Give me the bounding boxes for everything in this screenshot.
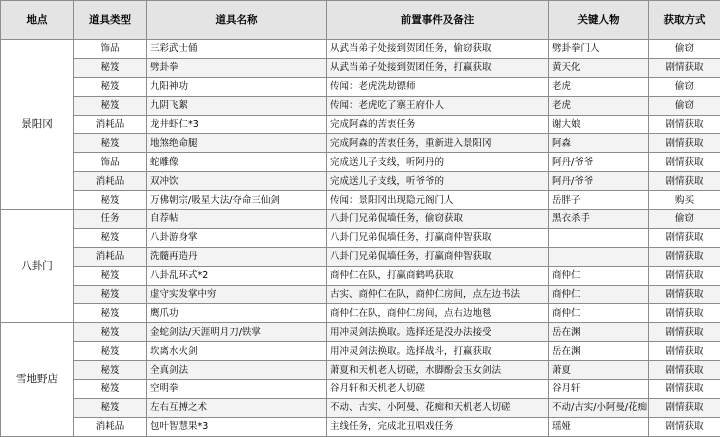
item-name-cell: 包叶智慧果*3 [147,417,327,436]
item-type-cell: 任务 [74,210,147,229]
table-row [1,134,720,153]
item-name-cell: 劈卦拳 [147,58,327,77]
key-person-cell [549,228,649,247]
item-type-cell: 秘笈 [74,134,147,153]
key-person-cell: 老虎 [549,77,649,96]
item-type-cell: 消耗品 [74,172,147,191]
item-type-cell: 消耗品 [74,417,147,436]
acquire-method-cell: 剧情获取 [649,285,720,304]
table-row [1,342,720,361]
prerequisite-cell: 八卦门兄弟侃墙任务，偷窃获取 [327,210,549,229]
table-row [1,77,720,96]
table-row [1,40,720,59]
table-row [1,323,720,342]
table-row [1,398,720,417]
header-item-type: 道具类型 [74,1,147,40]
acquire-method-cell: 剧情获取 [649,380,720,399]
acquire-method-cell: 剧情获取 [649,172,720,191]
prerequisite-cell: 完成阿森的苦衷任务 [327,115,549,134]
prerequisite-cell: 商仲仁在队，打赢商鹤鸣获取 [327,266,549,285]
header-location: 地点 [1,1,74,40]
key-person-cell: 萧夏 [549,361,649,380]
prerequisite-cell: 用冲灵剑法换取。选择还是没办法接受 [327,323,549,342]
key-person-cell: 阿丹/爷爷 [549,172,649,191]
item-name-cell: 双冲饮 [147,172,327,191]
prerequisite-cell: 传闻：景阳冈出现隐元阁门人 [327,191,549,210]
item-name-cell: 鹰爪功 [147,304,327,323]
item-name-cell: 空明拳 [147,380,327,399]
item-type-cell: 饰品 [74,40,147,59]
prerequisite-cell: 主线任务，完成北丑唱戏任务 [327,417,549,436]
key-person-cell: 岳在渊 [549,323,649,342]
prerequisite-cell: 传闻：老虎吃了寨王府仆人 [327,96,549,115]
table-row [1,172,720,191]
key-person-cell: 阿森 [549,134,649,153]
item-name-cell: 八卦乱环式*2 [147,266,327,285]
item-name-cell: 坎离水火剑 [147,342,327,361]
key-person-cell: 岳胖子 [549,191,649,210]
acquire-method-cell: 剧情获取 [649,247,720,266]
item-type-cell: 秘笈 [74,380,147,399]
prerequisite-cell: 完成送儿子支线，听爷爷的 [327,172,549,191]
item-type-cell: 秘笈 [74,342,147,361]
prerequisite-cell: 八卦门兄弟侃墙任务，打赢商仲智获取 [327,247,549,266]
prerequisite-cell: 不动、古实、小阿曼、花痴和天机老人切磋 [327,398,549,417]
item-name-cell: 地煞绝命腿 [147,134,327,153]
key-person-cell: 老虎 [549,96,649,115]
prerequisite-cell: 商仲仁在队，商仲仁房间，点右边地毯 [327,304,549,323]
acquire-method-cell: 剧情获取 [649,58,720,77]
item-name-cell: 八卦游身掌 [147,228,327,247]
item-name-cell: 龙井虾仁*3 [147,115,327,134]
key-person-cell: 劈卦拳门人 [549,40,649,59]
item-name-cell: 万佛朝宗/吸星大法/夺命三仙剑 [147,191,327,210]
table-row [1,380,720,399]
acquire-method-cell: 偷窃 [649,96,720,115]
item-type-cell: 秘笈 [74,398,147,417]
key-person-cell: 阿丹/爷爷 [549,153,649,172]
acquire-method-cell: 剧情获取 [649,266,720,285]
prerequisite-cell: 从武当弟子处接到贺团任务，偷窃获取 [327,40,549,59]
key-person-cell: 谢大娘 [549,115,649,134]
item-name-cell: 虚守实发掌中穷 [147,285,327,304]
key-person-cell: 瑶娅 [549,417,649,436]
item-type-cell: 秘笈 [74,58,147,77]
header-item-name: 道具名称 [147,1,327,40]
acquire-method-cell: 购买 [649,191,720,210]
item-type-cell: 秘笈 [74,191,147,210]
header-acquire-method: 获取方式 [649,1,720,40]
acquire-method-cell: 剧情获取 [649,134,720,153]
item-type-cell: 秘笈 [74,323,147,342]
acquire-method-cell: 偷窃 [649,210,720,229]
location-cell: 景阳冈 [1,40,74,210]
item-type-cell: 秘笈 [74,304,147,323]
header-key-person: 关键人物 [549,1,649,40]
header-prerequisite: 前置事件及备注 [327,1,549,40]
table-row [1,304,720,323]
item-type-cell: 秘笈 [74,228,147,247]
item-name-cell: 九阳神功 [147,77,327,96]
acquire-method-cell: 偷窃 [649,77,720,96]
table-row [1,153,720,172]
acquire-method-cell: 剧情获取 [649,115,720,134]
item-name-cell: 金蛇剑法/天涯明月刀/铁掌 [147,323,327,342]
acquire-method-cell: 剧情获取 [649,304,720,323]
table-row [1,115,720,134]
key-person-cell: 商仲仁 [549,304,649,323]
item-name-cell: 全真剑法 [147,361,327,380]
table-row [1,58,720,77]
acquire-method-cell: 剧情获取 [649,398,720,417]
item-name-cell: 蛇雕像 [147,153,327,172]
table-row [1,228,720,247]
item-type-cell: 秘笈 [74,266,147,285]
item-type-cell: 秘笈 [74,285,147,304]
prerequisite-cell: 传闻：老虎洗劫镖师 [327,77,549,96]
table-row [1,210,720,229]
item-type-cell: 秘笈 [74,77,147,96]
table-row [1,285,720,304]
acquire-method-cell: 剧情获取 [649,417,720,436]
key-person-cell [549,247,649,266]
location-cell: 八卦门 [1,210,74,323]
prerequisite-cell: 完成阿森的苦衷任务，重新进入景阳冈 [327,134,549,153]
key-person-cell: 谷月轩 [549,380,649,399]
table-row [1,96,720,115]
item-type-cell: 秘笈 [74,361,147,380]
item-name-cell: 洗髓再造丹 [147,247,327,266]
acquire-method-cell: 偷窃 [649,40,720,59]
table-body [1,40,720,437]
key-person-cell: 商仲仁 [549,285,649,304]
acquire-method-cell: 剧情获取 [649,153,720,172]
acquire-method-cell: 剧情获取 [649,228,720,247]
item-type-cell: 消耗品 [74,247,147,266]
acquire-method-cell: 剧情获取 [649,342,720,361]
prerequisite-cell: 用冲灵剑法换取。选择战斗，打赢获取 [327,342,549,361]
item-type-cell: 饰品 [74,153,147,172]
prerequisite-cell: 谷月轩和天机老人切磋 [327,380,549,399]
prerequisite-cell: 萧夏和天机老人切磋，水脚酚会玉女剑法 [327,361,549,380]
table-row [1,266,720,285]
item-type-cell: 秘笈 [74,96,147,115]
item-type-cell: 消耗品 [74,115,147,134]
item-name-cell: 左右互搏之术 [147,398,327,417]
key-person-cell: 岳在渊 [549,342,649,361]
acquire-method-cell: 剧情获取 [649,323,720,342]
prerequisite-cell: 完成送儿子支线，听阿丹的 [327,153,549,172]
prerequisite-cell: 古实、商仲仁在队，商仲仁房间，点左边书法 [327,285,549,304]
item-name-cell: 自荐帖 [147,210,327,229]
prerequisite-cell: 八卦门兄弟侃墙任务，打赢商仲智获取 [327,228,549,247]
prerequisite-cell: 从武当弟子处接到贺团任务，打赢获取 [327,58,549,77]
item-name-cell: 三彩武士俑 [147,40,327,59]
header-row [1,1,720,40]
key-person-cell: 商仲仁 [549,266,649,285]
acquire-method-cell: 剧情获取 [649,361,720,380]
location-cell: 雪地野店 [1,323,74,436]
table-row [1,191,720,210]
key-person-cell: 不动/古实/小阿曼/花痴 [549,398,649,417]
key-person-cell: 黄天化 [549,58,649,77]
key-person-cell: 黑衣杀手 [549,210,649,229]
table-row [1,247,720,266]
item-name-cell: 九阴飞絮 [147,96,327,115]
table-row [1,361,720,380]
table-row [1,417,720,436]
